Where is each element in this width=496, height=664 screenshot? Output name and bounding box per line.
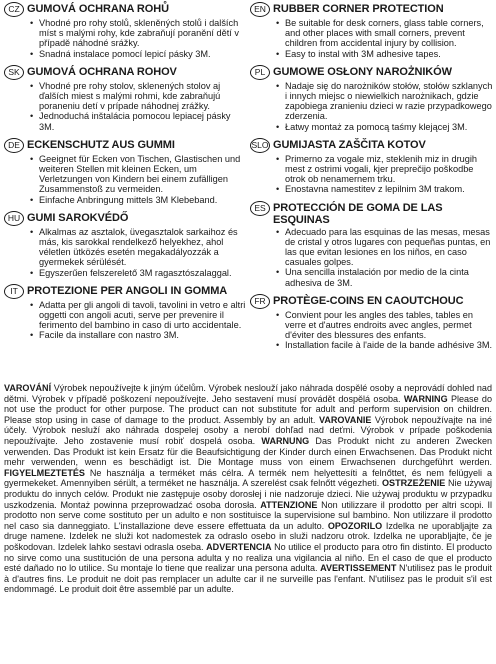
list-item: • Installation facile à l'aide de la bande adhésive 3M. xyxy=(276,340,493,350)
list-item: • Be suitable for desk corners, glass table corners, and other places with small corners, prevent children from accidental injury by collision. xyxy=(276,18,493,49)
list-item: • Enostavna namestitev z lepilnim 3M trakom. xyxy=(276,184,493,194)
warning-text-it: Non utilizzare il prodotto per altri scopi. Il prodotto non serve come sostituto per un adulto e non sostituisce la supervisione sul bambino. Non utilizzare il prodotto nel caso sia danneggiato. L'installazione deve essere effettuata da un adulto. xyxy=(4,499,492,531)
section-title-it: PROTEZIONE PER ANGOLI IN GOMMA xyxy=(27,284,228,297)
section-en xyxy=(250,2,493,59)
section-hu xyxy=(4,211,247,278)
list-item: • Snadná instalace pomocí lepicí pásky 3M. xyxy=(30,49,247,59)
list-item: • Convient pour les angles des tables, tables en verre et d'autres endroits avec angles, permet d'éviter des blessures des enfants. xyxy=(276,310,493,341)
list-item: • Egyszerűen felszerelető 3M ragasztószalaggal. xyxy=(30,268,247,278)
language-badge-pl: PL xyxy=(250,65,270,80)
list-item: • Vhodné pro rohy stolů, skleněných stolů i dalších míst s malými rohy, kde zabraňují poranění dětí v případě náhodné srážky. xyxy=(30,18,247,49)
section-de xyxy=(4,138,247,205)
list-item: • Łatwy montaż za pomocą taśmy klejącej 3M. xyxy=(276,122,493,132)
right-column xyxy=(250,2,493,357)
warning-label-hu: FIGYELMEZTETÉS xyxy=(4,467,85,478)
warning-label-fr: AVERTISSEMENT xyxy=(320,563,397,574)
item-list-it xyxy=(30,300,247,341)
warning-label-sk: VAROVANIE xyxy=(318,414,372,425)
item-list-fr xyxy=(276,310,493,351)
warning-text-hu: Ne használja a terméket más célra. A termék nem helyettesíti a felnőttet, és nem felügyeli a gyermekeket. Amennyiben sérült, a terméket ne használja. A szerelést csak felnőtt végezheti. xyxy=(4,467,492,489)
list-item: • Adatta per gli angoli di tavoli, tavolini in vetro e altri oggetti con angoli acuti, serve per prevenire il ferimento del bambino in caso di urto accidentale. xyxy=(30,300,247,331)
section-title-pl: GUMOWE OSŁONY NAROŻNIKÓW xyxy=(273,65,452,78)
warning-text-sk: Výrobok nepoužívajte na iné účely. Výrobok nesluží ako náhrada dospelej osoby a nerobí dohľad nad deťmi. Výrobok v prípade poškodenia nepoužívajte. Jeho zostavenie musí robiť dospelá osoba. xyxy=(4,414,493,446)
warning-text-pl: Nie używaj produktu do innych celów. Produkt nie zastępuje osoby dorosłej i nie nadzoruje dzieci. Nie używaj produktu w przypadku uszkodzenia. Montaż powinna przeprowadzać osoba dorosła. xyxy=(4,478,492,510)
list-item: • Facile da installare con nastro 3M. xyxy=(30,330,247,340)
warning-label-cz: VAROVÁNÍ xyxy=(4,383,52,393)
list-item: • Alkalmas az asztalok, üvegasztalok sarkaihoz és más, kis sarokkal rendelkező helyekhez, ahol véletlen ütközés esetén megakadályozzák a gyermekek sérülését. xyxy=(30,227,247,268)
section-pl xyxy=(250,65,493,132)
language-badge-de: DE xyxy=(4,138,24,153)
section-title-en: RUBBER CORNER PROTECTION xyxy=(273,3,444,15)
warning-label-it: ATTENZIONE xyxy=(260,499,318,510)
item-list-hu xyxy=(30,227,247,278)
language-badge-en: EN xyxy=(250,2,270,17)
item-list-cz xyxy=(30,18,247,59)
language-badge-fr: FR xyxy=(250,294,270,309)
warning-label-es: ADVERTENCIA xyxy=(206,541,272,552)
warning-text-slo: Izdelka ne uporabljajte za druge namene. Izdelek ne služi kot nadomestek za odraslo osebo in služi nadzoru otrok. Izdelka ne uporabljajte, če je poškodovan. Izdelek lahko sestavi odrasla oseba. xyxy=(4,520,492,552)
list-item: • Easy to instal with 3M adhesive tapes. xyxy=(276,49,493,59)
language-badge-cz: CZ xyxy=(4,2,24,17)
section-title-es: PROTECCIÓN DE GOMA DE LAS ESQUINAS xyxy=(273,201,443,226)
language-badge-slo: SLO xyxy=(250,138,270,153)
section-cz xyxy=(4,2,247,59)
warning-text-es: No utilice el producto para otro fin distinto. El producto no sirve como una sustitución de una persona adulta y no realiza una vigilancia al niño. En el caso de que el producto esté dañado no lo utilice. Su montaje lo tiene que realizar una persona adulta. xyxy=(4,541,493,574)
warning-text-de: Das Produkt nicht zu anderen Zwecken verwenden. Das Produkt ist kein Ersatz für die Beaufsichtigung der Kinder durch einen Erwachsenen. Das Produkt nicht mehr verwenden, wenn es beschädigt ist. Die Montage muss von einem Erwachsenen durchgeführt werden. xyxy=(4,435,493,468)
list-item: • Vhodné pre rohy stolov, sklenených stolov aj ďalších miest s malými rohmi, kde zabraňujú poraneniu detí v prípade náhodnej zrážky. xyxy=(30,81,247,112)
list-item: • Jednoduchá inštalácia pomocou lepiacej pásky 3M. xyxy=(30,111,247,131)
left-column xyxy=(4,2,247,347)
language-badge-sk: SK xyxy=(4,65,24,80)
list-item: • Geeignet für Ecken von Tischen, Glastischen und weiteren Stellen mit kleinen Ecken, um Verletzungen von Kindern bei einem zufälligen Zusammenstoß zu vermeiden. xyxy=(30,154,247,195)
language-badge-es: ES xyxy=(250,201,270,216)
warning-text-en: Please do not use the product for other purpose. The product can not substitute for adult and perform supervision on children. Please stop using in case of damage to the product. Assembly by an adult. xyxy=(4,393,492,425)
language-badge-it: IT xyxy=(4,284,24,299)
list-item: • Primerno za vogale miz, steklenih miz in drugih mest z ostrimi vogali, kjer preprečijo poškodbe otrok ob nenamernem trku. xyxy=(276,154,493,185)
section-title-hu: GUMI SAROKVÉDŐ xyxy=(27,211,129,224)
item-list-slo xyxy=(276,154,493,195)
warning-text-fr: N'utilisez pas le produit à d'autres fins. Le produit ne doit pas remplacer un adulte car il ne surveille pas l'enfant. N'utilisez pas le produit s'il est endommagé. Le produit doit être assemblé par un adulte. xyxy=(4,563,492,595)
section-it xyxy=(4,284,247,341)
warning-label-slo: OPOZORILO xyxy=(327,520,383,531)
warning-text-cz: Výrobek nepoužívejte k jiným účelům. Výrobek neslouží jako náhrada dospělé osoby a neprovádí dohled nad dětmi. Výrobek v případě poškození nepoužívejte. Jeho sestavení musí provádět dospělá osoba. xyxy=(4,383,492,404)
warning-label-en: WARNING xyxy=(403,393,448,404)
section-fr xyxy=(250,294,493,351)
section-title-sk: GUMOVÁ OCHRANA ROHOV xyxy=(27,65,177,78)
list-item: • Una sencilla instalación por medio de la cinta adhesiva de 3M. xyxy=(276,267,493,287)
warning-label-de: WARNUNG xyxy=(261,435,310,446)
item-list-de xyxy=(30,154,247,205)
section-title-cz: GUMOVÁ OCHRANA ROHŮ xyxy=(27,3,169,15)
list-item: • Adecuado para las esquinas de las mesas, mesas de cristal y otros lugares con pequeñas puntas, en las que evitan lesiones en los niños, en caso casuales golpes. xyxy=(276,227,493,268)
item-list-es xyxy=(276,227,493,288)
warning-paragraph xyxy=(4,383,492,595)
section-title-slo: GUMIJASTA ZAŠČITA KOTOV xyxy=(273,138,426,151)
item-list-en xyxy=(276,18,493,59)
section-es xyxy=(250,201,493,288)
item-list-sk xyxy=(30,81,247,132)
item-list-pl xyxy=(276,81,493,132)
section-title-fr: PROTÈGE-COINS EN CAOUTCHOUC xyxy=(273,294,464,307)
list-item: • Einfache Anbringung mittels 3M Klebeband. xyxy=(30,195,247,205)
list-item: • Nadaje się do narożników stołów, stołów szklanych i innych miejsc o niewielkich narożnikach, gdzie zapobiega zranieniu dzieci w razie przypadkowego zderzenia. xyxy=(276,81,493,122)
section-title-de: ECKENSCHUTZ AUS GUMMI xyxy=(27,138,175,151)
language-badge-hu: HU xyxy=(4,211,24,226)
warning-label-pl: OSTRZEŻENIE xyxy=(382,478,446,489)
section-slo xyxy=(250,138,493,195)
section-sk xyxy=(4,65,247,132)
